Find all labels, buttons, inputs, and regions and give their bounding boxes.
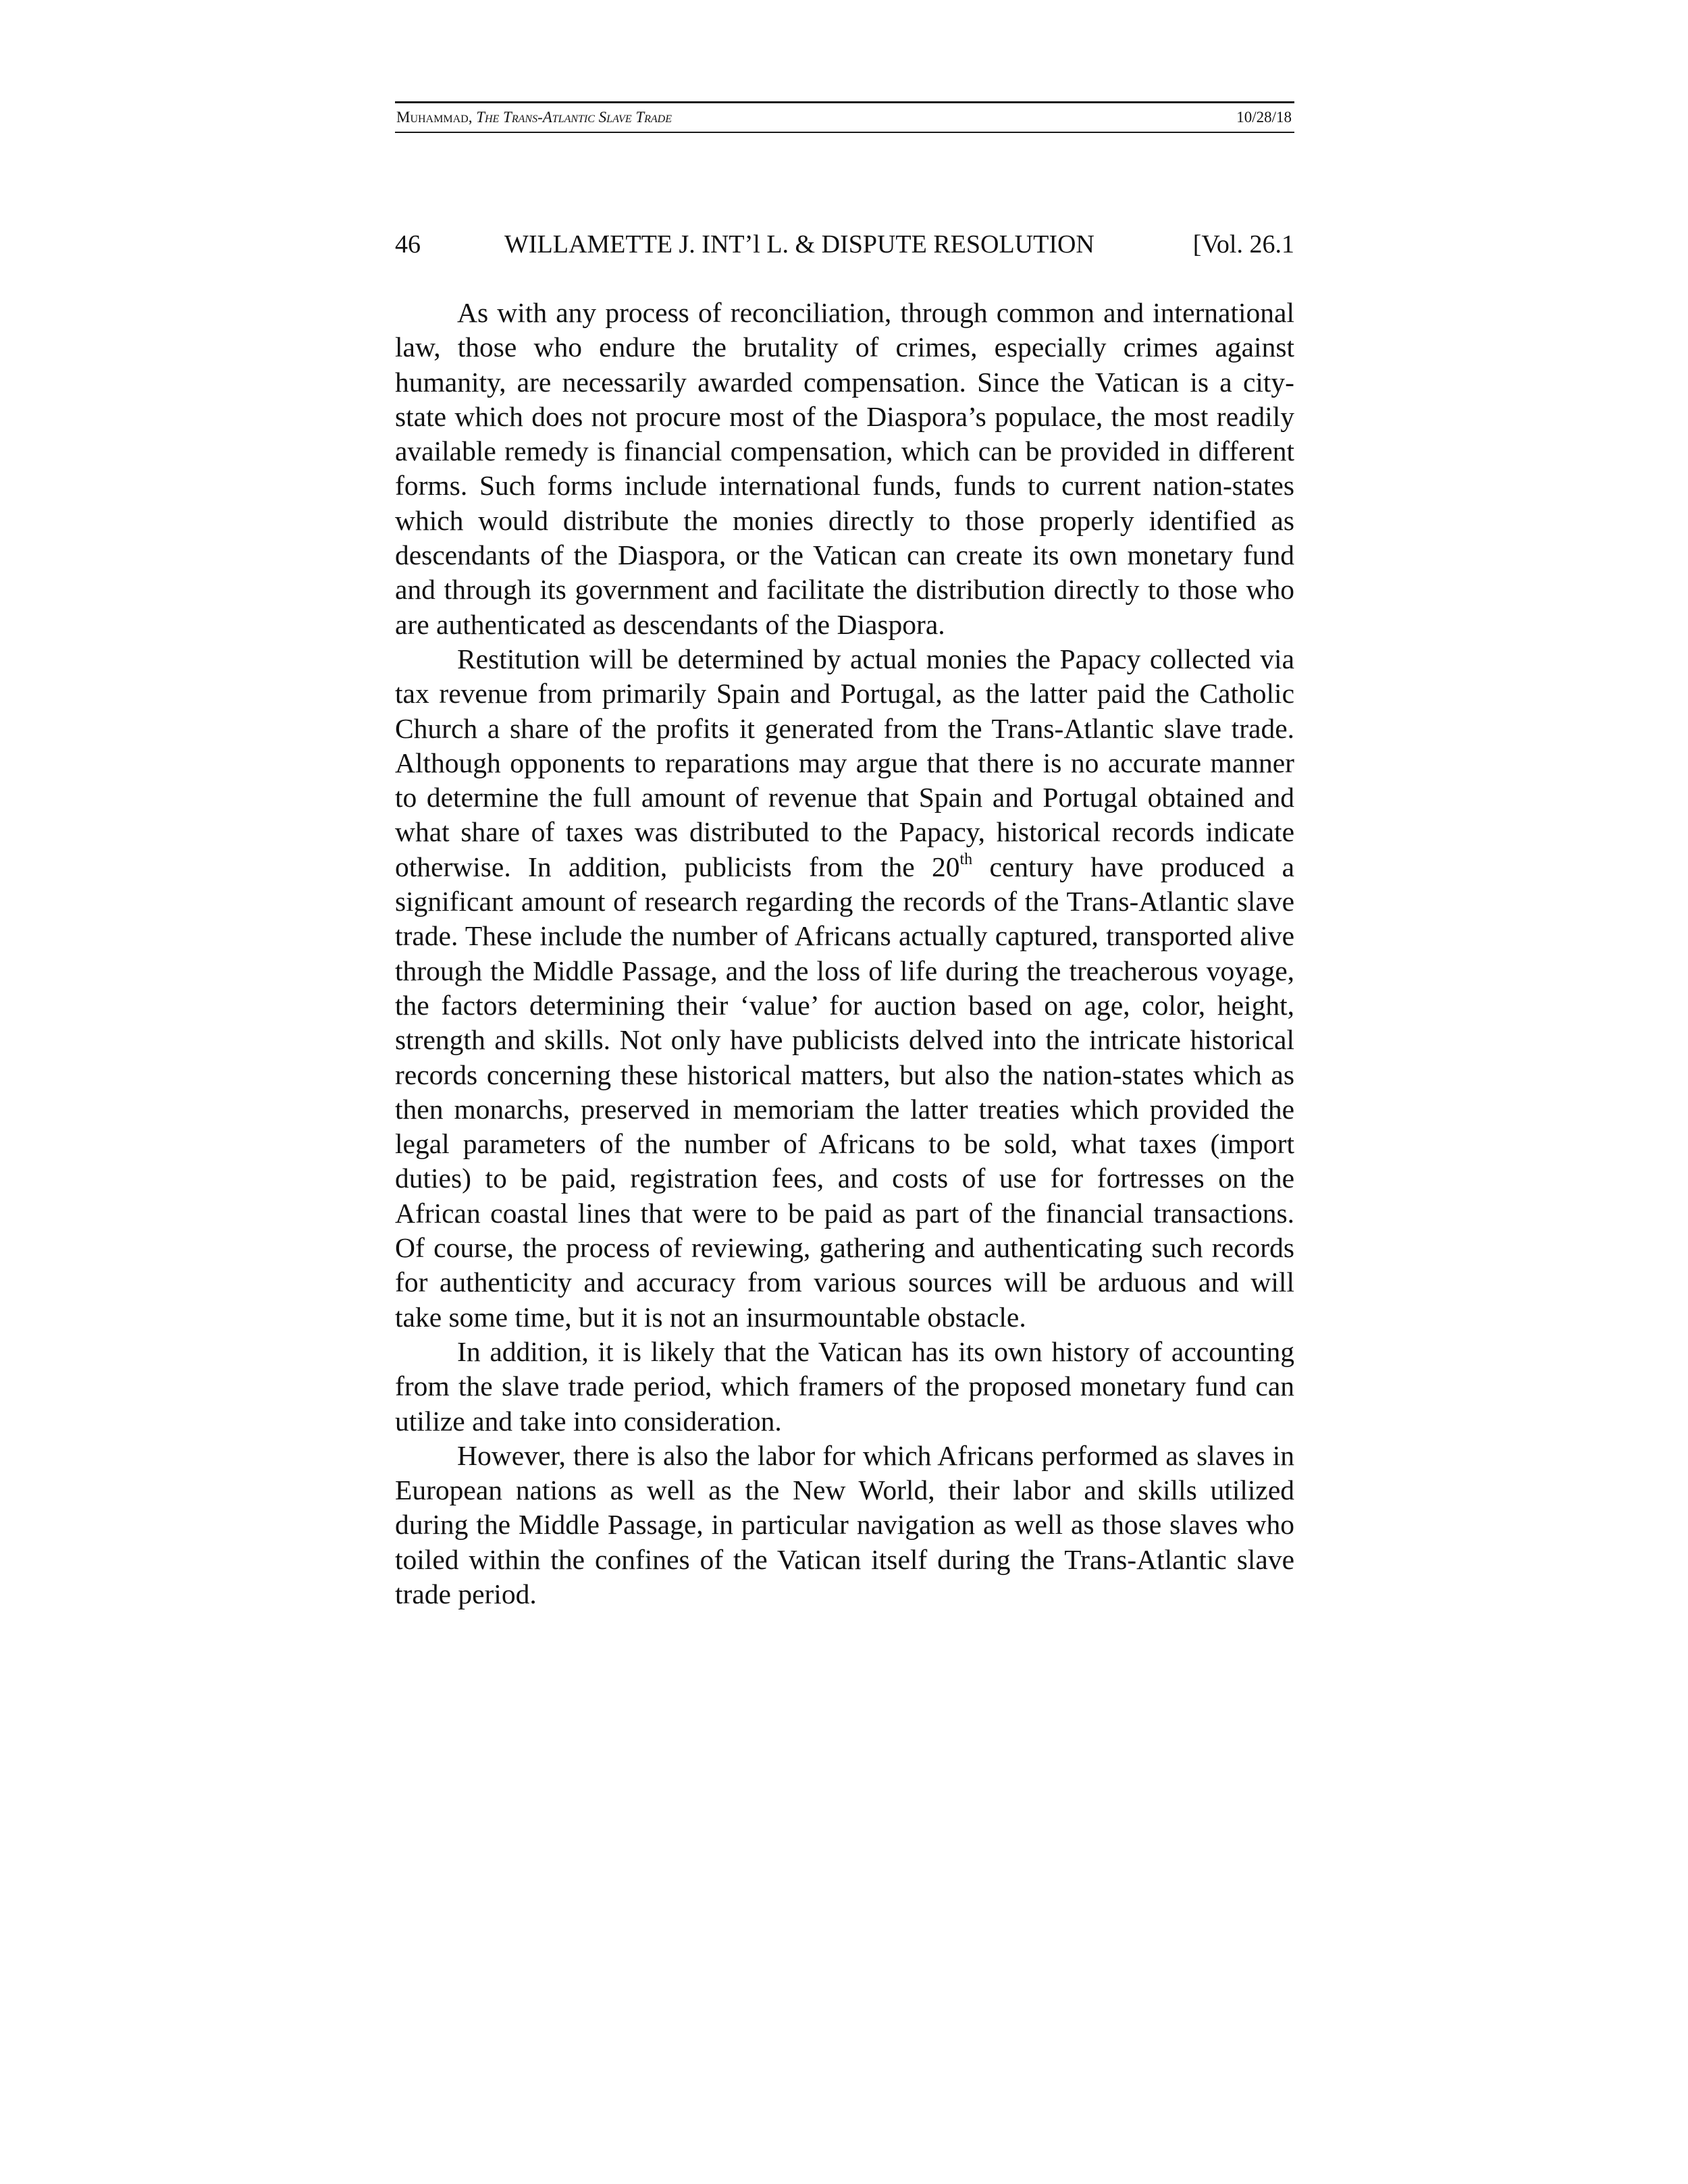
running-header-separator: , bbox=[468, 109, 477, 126]
paragraph-restitution-part-1: Restitution will be determined by actual monies the Papacy collected via tax revenue from primarily Spain and Portugal, as the latter paid the Catholic Church a share of the profits it generated from the Trans-Atlantic slave trade. Although opponents to reparations may argue that there is no accurate manner to determine the full amount of revenue that Spain and Portugal obtained and what share of taxes was distributed to the Papacy, historical records indicate otherwise. In addition, publicists from the 20 bbox=[395, 643, 1294, 882]
running-header-date: 10/28/18 bbox=[1236, 109, 1292, 126]
page-number: 46 bbox=[395, 230, 421, 259]
paragraph-labor: However, there is also the labor for which Africans performed as slaves in European nations as well as the New World, their labor and skills utilized during the Middle Passage, in particular navigation as well as those slaves who toiled within the confines of the Vatican itself during the Trans-Atlantic slave trade period. bbox=[395, 1439, 1294, 1609]
journal-title: WILLAMETTE J. INT’l L. & DISPUTE RESOLUTION bbox=[504, 230, 1094, 259]
paragraph-restitution-part-2: century have produced a significant amount of research regarding the records of the Trans-Atlantic slave trade. These include the number of Africans actually captured, transported alive through the Middle Passage, and the loss of life during the treacherous voyage, the factors determining their ‘value’ for auction based on age, color, height, strength and skills. Not only have publicists delved into the intricate historical records concerning these historical matters, but also the nation-states which as then monarchs, preserved in memoriam the latter treaties which provided the legal parameters of the number of Africans to be sold, what taxes (import duties) to be paid, registration fees, and costs of use for fortresses on the African coastal lines that were to be paid as part of the financial transactions. Of course, the process of reviewing, gathering and authenticating such records for authenticity and accuracy from various sources will be arduous and will take some time, but it is not an insurmountable obstacle. bbox=[395, 851, 1294, 1333]
running-header-citation bbox=[395, 103, 672, 132]
running-header-author: Muhammad bbox=[396, 109, 469, 126]
paragraph-compensation: As with any process of reconciliation, through common and international law, those who endure the brutality of crimes, especially crimes against humanity, are necessarily awarded compensation. Since the Vatican is a city-state which does not procure most of the Diaspora’s populace, the most readily available remedy is financial compensation, which can be provided in different forms. Such forms include international funds, funds to current nation-states which would distribute the monies directly to those properly identified as descendants of the Diaspora, or the Vatican can create its own monetary fund and through its government and facilitate the distribution directly to those who are authenticated as descendants of the Diaspora. bbox=[395, 297, 1294, 640]
running-header bbox=[395, 101, 1294, 133]
article-body bbox=[395, 296, 1294, 1612]
paragraph-vatican-accounting: In addition, it is likely that the Vatican has its own history of accounting from the slave trade period, which framers of the proposed monetary fund can utilize and take into consideration. bbox=[395, 1335, 1294, 1437]
ordinal-superscript: th bbox=[959, 850, 973, 868]
page-header bbox=[395, 227, 1294, 262]
volume-label: [Vol. 26.1 bbox=[1192, 230, 1294, 259]
paragraph-restitution bbox=[395, 642, 1294, 1335]
running-header-title: The Trans-Atlantic Slave Trade bbox=[476, 109, 672, 126]
